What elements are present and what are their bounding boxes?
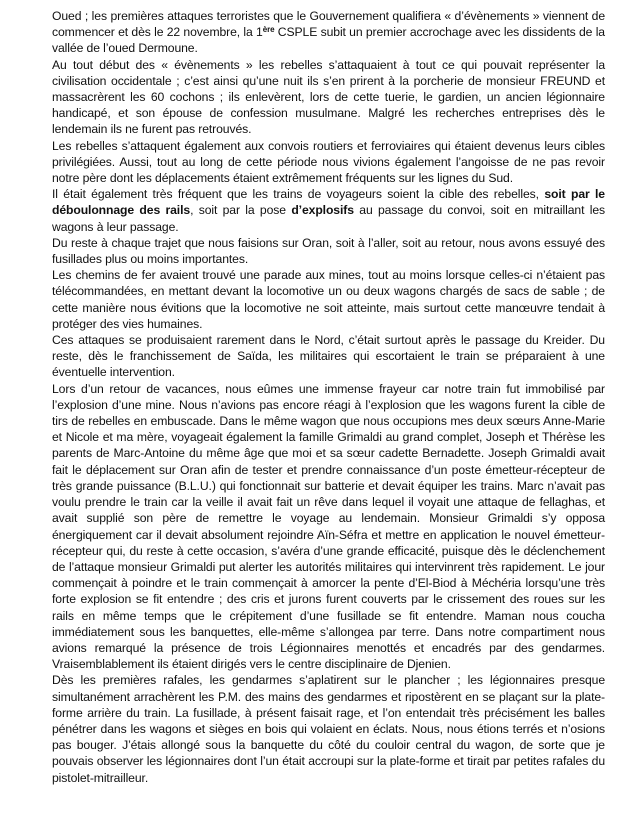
text-segment: , soit par la pose xyxy=(190,203,292,218)
text-segment: Lors d’un retour de vacances, nous eûmes une immense frayeur car notre train fut immobilisé par l’explosion d’une mine. Nous n’avions pas encore réagi à l’explosion que les wagons furent la cible de tirs de rebelles en embuscade. Dans le même wagon que nous occupions mes deux sœurs Anne-Marie et Nicole et ma mère, voyageait également la famille Grimaldi au grand complet, Joseph et Thérèse les parents de Marc-Antoine du même âge que moi et sa sœur cadette Bernadette. Joseph Grimaldi avait fait le déplacement sur Oran afin de tester et prendre connaissance d’un poste émetteur-récepteur de très grande puissance (B.L.U.) qui fonctionnait sur batterie et devait équiper les trains. Marc n’avait pas voulu prendre le train car la veille il avait fait un rêve dans lequel il voyait une attaque de fellaghas, et avait supplié son père de remettre le voyage au lendemain. Monsieur Grimaldi s’y opposa énergiquement car il devait absolument rejoindre Aïn-Séfra et mettre en application le nouvel émetteur-récepteur qui, du reste à cette occasion, s’avéra d’une grande efficacité, puisque dès le déclenchement de l’attaque monsieur Grimaldi put alerter les autorités militaires qui intervinrent très rapidement. Le jour commençait à poindre et le train commençait à amorcer la pente d’El-Biod à Méchéria lorsqu’une très forte explosion se fit entendre ; des cris et jurons furent couverts par le crissement des roues sur les rails en même temps que le crépitement d’une fusillade se fit entendre. Maman nous coucha immédiatement sous les banquettes, elle-même s’allongea par terre. Dans notre compartiment nous avions remarqué la présence de trois Légionnaires menottés et encadrés par des gendarmes. Vraisemblablement ils étaient dirigés vers le centre disciplinaire de Djenien. xyxy=(52,381,605,672)
bold-text-deboulonnage: soit par le déboulonnage des rails xyxy=(52,187,605,218)
text-segment: Il était également très fréquent que les trains de voyageurs soient la cible des rebelles, xyxy=(52,187,545,202)
text-segment: Au tout début des « évènements » les rebelles s’attaquaient à tout ce qui pouvait représenter la civilisation occidentale ; c’est ainsi qu’une nuit ils s’en prirent à la porcherie de monsieur FREUND et massacrèrent les 60 cochons ; ils enlevèrent, lors de cette tuerie, le gardien, un ancien légionnaire handicapé, et son épouse de confession musulmane. Malgré les recherches entreprises dès le lendemain ils ne furent pas retrouvés. xyxy=(52,57,605,137)
text-segment: Du reste à chaque trajet que nous faisions sur Oran, soit à l’aller, soit au retour, nous avons essuyé des fusillades plus ou moins importantes. xyxy=(52,235,605,267)
paragraph-8 xyxy=(52,381,605,673)
paragraph-2 xyxy=(52,57,605,138)
text-segment: au passage du convoi, soit en mitraillant les wagons à leur passage. xyxy=(52,203,606,234)
superscript-ere: ère xyxy=(262,25,275,35)
text-segment: Oued ; les premières attaques terroristes que le Gouvernement qualifiera « d’évènements » viennent de commencer et dès le 22 novembre, la 1 xyxy=(52,9,605,40)
paragraph-3 xyxy=(52,138,605,187)
text-segment: Les chemins de fer avaient trouvé une parade aux mines, tout au moins lorsque celles-ci n’étaient pas télécommandées, en mettant devant la locomotive un ou deux wagons chargés de sacs de sable ; de cette manière nous évitions que la locomotive ne soit atteinte, mais surtout cette manœuvre tendait à protéger des vies humaines. xyxy=(52,268,605,331)
text-segment: Dès les premières rafales, les gendarmes s’aplatirent sur le plancher ; les légionnaires presque simultanément arrachèrent les P.M. des mains des gendarmes et ripostèrent en se plaçant sur la plate-forme arrière du train. La fusillade, à présent faisait rage, et l’on entendait très précisément les balles pénétrer dans les wagons et sièges en bois qui volaient en éclats. Nous, nous étions terrés et n’osions pas bouger. J’étais allongé sous la banquette du côté du couloir central du wagon, de sorte que je pouvais observer les légionnaires dont l’un était accroupi sur la plate-forme et tirait par petites rafales du pistolet-mitrailleur. xyxy=(52,673,605,785)
text-segment: Les rebelles s’attaquent également aux convois routiers et ferroviaires qui étaient devenus leurs cibles privilégiées. Aussi, tout au long de cette période nous vivions également l’angoisse de ne pas revoir notre père dont les déplacements étaient extrêmement fréquents sur les lignes du Sud. xyxy=(52,138,605,186)
paragraph-4 xyxy=(52,186,605,235)
bold-text-explosifs: d’explosifs xyxy=(291,203,354,218)
paragraph-6 xyxy=(52,267,605,332)
text-segment: Ces attaques se produisaient rarement dans le Nord, c’était surtout après le passage du Kreider. Du reste, dès le franchissement de Saïda, les militaires qui escortaient le train se préparaient à une éventuelle intervention. xyxy=(52,333,605,380)
paragraph-7 xyxy=(52,332,605,381)
paragraph-1 xyxy=(52,8,605,57)
paragraph-5 xyxy=(52,235,605,267)
paragraph-9 xyxy=(52,672,605,785)
text-segment: CSPLE subit un premier accrochage avec les dissidents de la vallée de l’oued Dermoune. xyxy=(52,25,605,56)
